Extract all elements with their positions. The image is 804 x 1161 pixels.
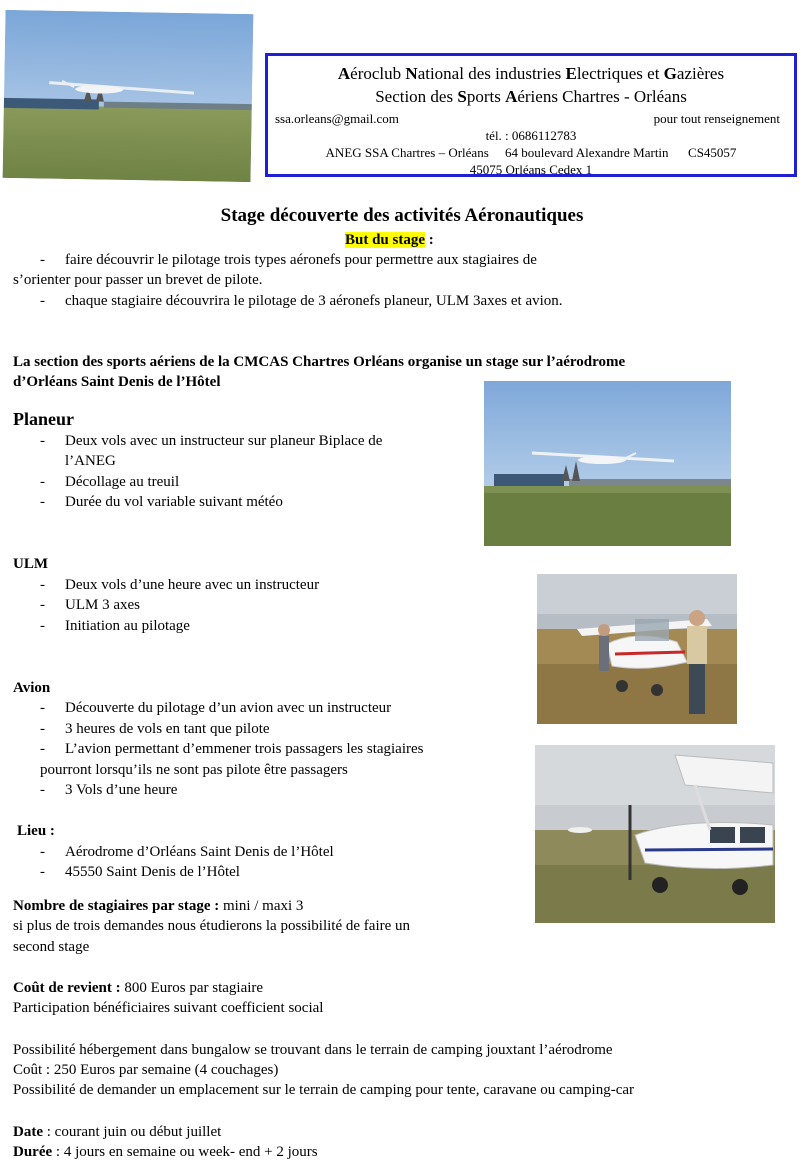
page-title: Stage découverte des activités Aéronautiques <box>220 205 584 226</box>
planeur-item-1: Deux vols avec un instructeur sur planeur Biplace de <box>65 433 383 449</box>
airplane-photo <box>535 745 775 923</box>
goal-item-2: chaque stagiaire découvrira le pilotage de 3 aéronefs planeur, ULM 3axes et avion. <box>65 293 563 309</box>
lieu-item-1: Aérodrome d’Orléans Saint Denis de l’Hôtel <box>65 844 334 860</box>
info-text: pour tout renseignement <box>653 111 780 126</box>
bullet: - <box>40 474 45 490</box>
avion-title: Avion <box>13 680 51 696</box>
bullet: - <box>40 494 45 510</box>
avion-item-4: 3 Vols d’une heure <box>65 782 178 798</box>
header-box <box>265 53 797 177</box>
bullet: - <box>40 782 45 798</box>
ulm-item-2: ULM 3 axes <box>65 597 140 613</box>
bullet: - <box>40 700 45 716</box>
club-name: Aéroclub National des industries Electriques et Gazières <box>337 64 725 83</box>
ulm-title: ULM <box>13 556 48 572</box>
stagiaires-note1: si plus de trois demandes nous étudierons la possibilité de faire un <box>13 918 411 934</box>
avion-item-2: 3 heures de vols en tant que pilote <box>65 721 270 737</box>
bullet: - <box>40 721 45 737</box>
hebergement-line2: Coût : 250 Euros par semaine (4 couchages) <box>13 1062 279 1078</box>
hebergement-line3: Possibilité de demander un emplacement sur le terrain de camping pour tente, caravane ou camping-car <box>13 1082 635 1098</box>
bullet: - <box>40 864 45 880</box>
stagiaires-note2: second stage <box>13 939 90 955</box>
address-line1: ANEG SSA Chartres – Orléans 64 boulevard Alexandre Martin CS45057 <box>325 145 737 160</box>
ulm-item-3: Initiation au pilotage <box>65 618 190 634</box>
bullet: - <box>40 252 45 268</box>
planeur-item-1-cont: l’ANEG <box>65 453 116 469</box>
intro-line1: La section des sports aériens de la CMCAS Chartres Orléans organise un stage sur l’aérodrome <box>13 354 626 370</box>
avion-item-3: L’avion permettant d’emmener trois passagers les stagiaires <box>65 741 424 757</box>
bullet: - <box>40 293 45 309</box>
goal-item-1: faire découvrir le pilotage trois types aéronefs pour permettre aux stagiaires de <box>65 252 537 268</box>
phone-text: tél. : 0686112783 <box>485 128 577 143</box>
bullet: - <box>40 597 45 613</box>
avion-item-1: Découverte du pilotage d’un avion avec un instructeur <box>65 700 392 716</box>
ulm-item-1: Deux vols d’une heure avec un instructeur <box>65 577 320 593</box>
goal-heading: But du stage : <box>345 232 434 248</box>
planeur-title: Planeur <box>13 409 74 429</box>
duree-line: Durée : 4 jours en semaine ou week- end + 2 jours <box>13 1144 318 1160</box>
stagiaires-line: Nombre de stagiaires par stage : mini / maxi 3 <box>13 898 304 914</box>
glider-photo <box>484 381 731 546</box>
address-line2: 45075 Orléans Cedex 1 <box>469 162 593 177</box>
bullet: - <box>40 741 45 757</box>
cout-note: Participation bénéficiaires suivant coefficient social <box>13 1000 324 1016</box>
cout-line: Coût de revient : 800 Euros par stagiaire <box>13 980 264 996</box>
bullet: - <box>40 577 45 593</box>
lieu-title: Lieu : <box>17 823 55 839</box>
planeur-item-3: Durée du vol variable suivant météo <box>65 494 283 510</box>
avion-item-3-cont: pourront lorsqu’ils ne sont pas pilote être passagers <box>40 762 348 778</box>
header-glider-photo <box>3 10 254 182</box>
section-name: Section des Sports Aériens Chartres - Orléans <box>375 87 687 106</box>
bullet: - <box>40 844 45 860</box>
date-line: Date : courant juin ou début juillet <box>13 1124 222 1140</box>
hebergement-line1: Possibilité hébergement dans bungalow se trouvant dans le terrain de camping jouxtant l’aérodrome <box>13 1042 613 1058</box>
planeur-item-2: Décollage au treuil <box>65 474 180 490</box>
goal-item-1-cont: s’orienter pour passer un brevet de pilote. <box>13 272 263 288</box>
ulm-photo <box>537 574 737 724</box>
intro-line2: d’Orléans Saint Denis de l’Hôtel <box>13 374 221 390</box>
bullet: - <box>40 433 45 449</box>
bullet: - <box>40 618 45 634</box>
email-link[interactable]: ssa.orleans@gmail.com <box>275 111 399 126</box>
lieu-item-2: 45550 Saint Denis de l’Hôtel <box>65 864 240 880</box>
